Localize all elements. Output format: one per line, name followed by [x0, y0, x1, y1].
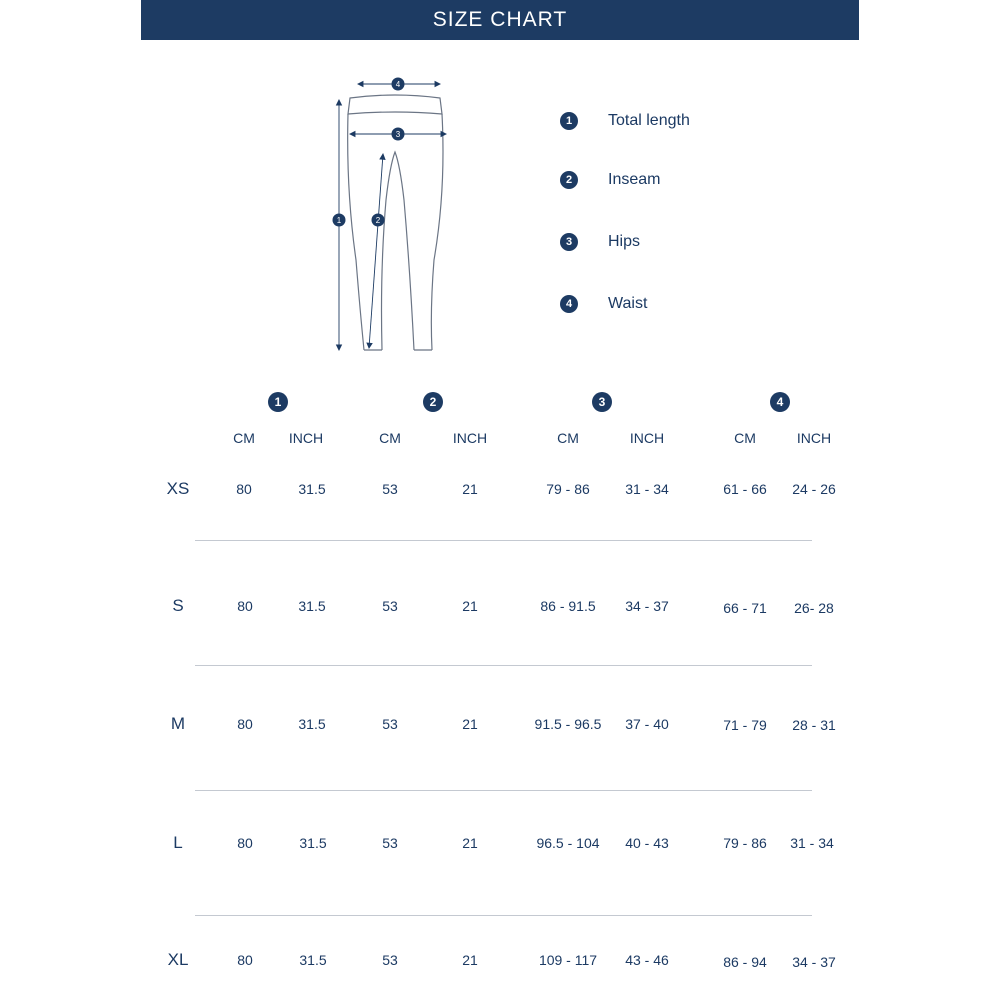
legend-badge: 3: [560, 233, 578, 251]
total-length-arrow-top-head: [337, 100, 342, 105]
size-label: S: [172, 596, 184, 615]
waist-arrow-right-head: [435, 82, 440, 87]
table-cell: 31.5: [299, 835, 327, 851]
unit-header: INCH: [288, 430, 324, 446]
legend-item-hips: [560, 233, 640, 251]
marker-3-label: 3: [395, 130, 401, 139]
table-cell: 21: [462, 481, 478, 497]
size-label: XL: [167, 950, 189, 969]
row-divider: [195, 665, 812, 666]
marker-1-label: 1: [336, 216, 342, 225]
group-header-inseam: 2: [423, 392, 443, 412]
table-cell: 80: [237, 598, 253, 614]
table-cell: 53: [382, 835, 398, 851]
table-cell: 40 - 43: [625, 835, 669, 851]
legend-item-total-length: [560, 112, 690, 130]
table-cell: 71 - 79: [723, 717, 767, 733]
left-leg-outer: [348, 114, 364, 350]
hips-arrow-left-head: [350, 132, 355, 137]
table-cell: 80: [236, 481, 252, 497]
table-cell: 31 - 34: [625, 481, 669, 497]
inseam-arrow-bottom-head: [367, 343, 372, 348]
size-chart-header: [141, 0, 859, 40]
table-cell: 31.5: [298, 716, 326, 732]
table-cell: 109 - 117: [538, 952, 598, 968]
unit-header: CM: [734, 430, 756, 446]
total-length-arrow-bottom-head: [337, 345, 342, 350]
table-cell: 21: [462, 598, 478, 614]
table-cell: 91.5 - 96.5: [534, 716, 602, 732]
table-cell: 37 - 40: [625, 716, 669, 732]
table-cell: 24 - 26: [792, 481, 836, 497]
size-label: L: [173, 833, 183, 852]
table-cell: 28 - 31: [792, 717, 836, 733]
group-header-total-length: 1: [268, 392, 288, 412]
unit-header: CM: [233, 430, 255, 446]
table-cell: 21: [462, 716, 478, 732]
group-header-hips: 3: [592, 392, 612, 412]
table-cell: 86 - 94: [723, 954, 767, 970]
unit-header: INCH: [796, 430, 832, 446]
table-cell: 26- 28: [794, 600, 834, 616]
table-cell: 80: [237, 835, 253, 851]
marker-4-label: 4: [395, 80, 401, 89]
row-divider: [195, 540, 812, 541]
table-cell: 31.5: [299, 952, 327, 968]
table-cell: 53: [382, 952, 398, 968]
unit-header: INCH: [629, 430, 665, 446]
row-divider: [195, 915, 812, 916]
table-cell: 80: [237, 952, 253, 968]
table-cell: 53: [382, 716, 398, 732]
waistband-outline: [348, 95, 442, 114]
legend-label: Hips: [608, 233, 641, 250]
table-cell: 66 - 71: [723, 600, 767, 616]
group-header-waist: 4: [770, 392, 790, 412]
page-title: SIZE CHART: [432, 8, 568, 31]
legend-badge: 1: [560, 112, 578, 130]
table-cell: 53: [382, 481, 398, 497]
legend-label: Waist: [608, 295, 648, 312]
inseam-arrow: [369, 154, 383, 348]
legend-label: Total length: [608, 112, 690, 129]
table-cell: 31 - 34: [790, 835, 834, 851]
legend-badge: 4: [560, 295, 578, 313]
table-cell: 86 - 91.5: [540, 598, 596, 614]
right-leg-outer: [431, 114, 443, 350]
legend-item-waist: [560, 295, 647, 313]
legend-badge: 2: [560, 171, 578, 189]
marker-2-label: 2: [375, 216, 381, 225]
table-cell: 34 - 37: [792, 954, 836, 970]
waist-arrow-left-head: [358, 82, 363, 87]
unit-header: INCH: [452, 430, 488, 446]
table-cell: 21: [462, 952, 478, 968]
unit-header: CM: [379, 430, 401, 446]
table-cell: 53: [382, 598, 398, 614]
table-cell: 61 - 66: [723, 481, 767, 497]
table-cell: 34 - 37: [625, 598, 669, 614]
legend-label: Inseam: [608, 171, 661, 188]
table-cell: 31.5: [298, 598, 326, 614]
table-cell: 43 - 46: [625, 952, 669, 968]
table-cell: 79 - 86: [723, 835, 767, 851]
unit-header: CM: [557, 430, 579, 446]
inner-legs: [382, 152, 415, 350]
table-cell: 96.5 - 104: [536, 835, 600, 851]
legend-item-inseam: [560, 171, 660, 189]
size-label: XS: [166, 479, 190, 498]
inseam-arrow-top-head: [380, 154, 385, 160]
table-cell: 31.5: [298, 481, 326, 497]
table-cell: 79 - 86: [546, 481, 590, 497]
table-cell: 21: [462, 835, 478, 851]
leggings-diagram: [320, 70, 470, 360]
hips-arrow-right-head: [441, 132, 446, 137]
size-label: M: [170, 714, 186, 733]
row-divider: [195, 790, 812, 791]
table-cell: 80: [237, 716, 253, 732]
